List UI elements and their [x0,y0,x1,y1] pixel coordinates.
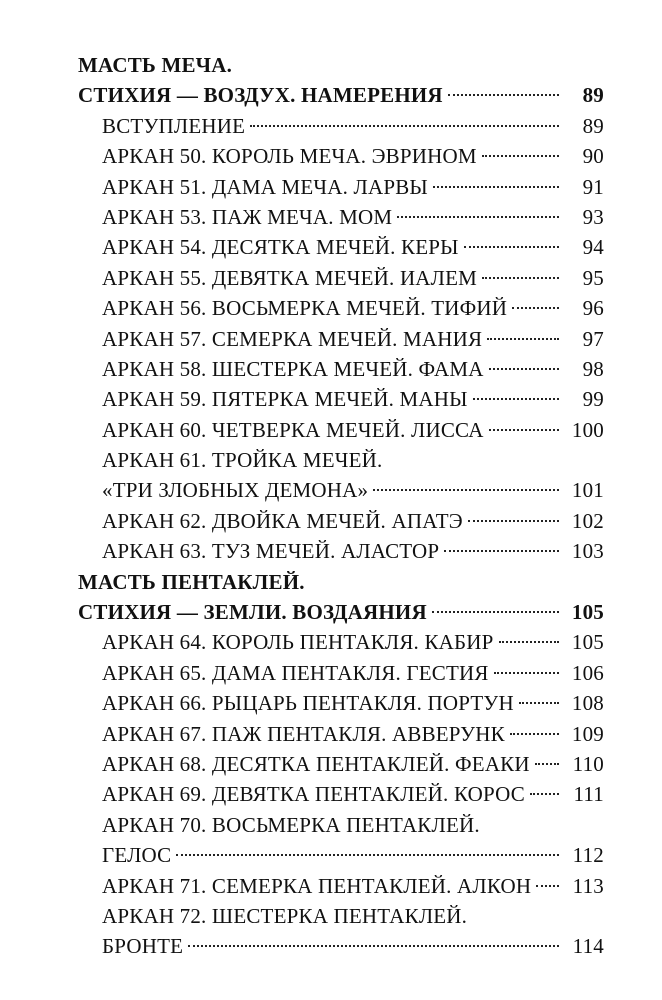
toc-entry-page-number: 95 [582,265,604,290]
dot-leader [494,672,559,674]
toc-entry-title: МАСТЬ ПЕНТАКЛЕЙ. [78,569,305,594]
toc-entry-page-number: 97 [582,326,604,351]
toc-entry [0,658,662,688]
dot-leader [535,763,559,765]
toc-entry [0,354,662,384]
dot-leader [250,125,559,127]
dot-leader [512,307,559,309]
toc-entry-title: АРКАН 67. ПАЖ ПЕНТАКЛЯ. АВВЕРУНК [102,721,505,746]
toc-entry-title: АРКАН 54. ДЕСЯТКА МЕЧЕЙ. КЕРЫ [102,235,459,260]
toc-entry-page-number: 108 [571,691,604,716]
toc-entry-title: АРКАН 57. СЕМЕРКА МЕЧЕЙ. МАНИЯ [102,326,483,351]
toc-entry-title: АРКАН 51. ДАМА МЕЧА. ЛАРВЫ [102,174,428,199]
toc-entry [0,202,662,232]
toc-entry [0,931,662,961]
dot-leader [487,338,559,340]
toc-section-heading [0,567,662,597]
toc-entry-title: АРКАН 56. ВОСЬМЕРКА МЕЧЕЙ. ТИФИЙ [102,296,508,321]
toc-entry [0,475,662,505]
toc-entry [0,445,662,475]
toc-entry-title: СТИХИЯ — ВОЗДУХ. НАМЕРЕНИЯ [78,83,443,108]
dot-leader [176,854,559,856]
toc-entry-page-number: 99 [582,387,604,412]
toc-entry-page-number: 90 [582,144,604,169]
toc-entry [0,840,662,870]
dot-leader [489,368,559,370]
dot-leader [499,641,559,643]
toc-entry-title: «ТРИ ЗЛОБНЫХ ДЕМОНА» [102,478,369,503]
toc-entry-page-number: 109 [571,721,604,746]
toc-entry [0,901,662,931]
dot-leader [432,611,559,613]
toc-entry-title: АРКАН 65. ДАМА ПЕНТАКЛЯ. ГЕСТИЯ [102,660,489,685]
toc-entry-page-number: 110 [572,751,604,776]
toc-entry-title: ГЕЛОС [102,843,172,868]
dot-leader [482,155,559,157]
toc-entry-title: ВСТУПЛЕНИЕ [102,113,246,138]
toc-entry-page-number: 112 [572,843,604,868]
dot-leader [444,550,559,552]
toc-entry-title: АРКАН 72. ШЕСТЕРКА ПЕНТАКЛЕЙ. [102,903,468,928]
toc-entry-page-number: 89 [582,113,604,138]
toc-entry-title: АРКАН 62. ДВОЙКА МЕЧЕЙ. АПАТЭ [102,508,463,533]
toc-entry-page-number: 100 [571,417,604,442]
toc-entry-title: АРКАН 66. РЫЦАРЬ ПЕНТАКЛЯ. ПОРТУН [102,691,514,716]
toc-section-heading [0,80,662,110]
dot-leader [510,733,559,735]
toc-section-heading [0,50,662,80]
toc-entry-title: АРКАН 61. ТРОЙКА МЕЧЕЙ. [102,448,383,473]
dot-leader [536,885,559,887]
toc-entry [0,688,662,718]
dot-leader [373,489,559,491]
dot-leader [519,702,559,704]
dot-leader [464,246,559,248]
toc-entry-title: АРКАН 60. ЧЕТВЕРКА МЕЧЕЙ. ЛИССА [102,417,484,442]
toc-entry [0,324,662,354]
toc-entry-page-number: 96 [582,296,604,321]
toc-entry-title: СТИХИЯ — ЗЕМЛИ. ВОЗДАЯНИЯ [78,600,427,625]
toc-entry-page-number: 98 [582,356,604,381]
toc-entry-page-number: 94 [582,235,604,260]
toc-entry [0,719,662,749]
toc-entry-page-number: 101 [571,478,604,503]
dot-leader [482,277,559,279]
toc-entry [0,779,662,809]
toc-entry-title: БРОНТЕ [102,934,184,959]
toc-entry-page-number: 105 [571,600,604,625]
toc-entry [0,627,662,657]
toc-entry [0,111,662,141]
toc-entry-page-number: 89 [582,83,604,108]
toc-entry [0,749,662,779]
toc-entry-title: АРКАН 59. ПЯТЕРКА МЕЧЕЙ. МАНЫ [102,387,468,412]
toc-entry [0,263,662,293]
toc-entry-title: АРКАН 58. ШЕСТЕРКА МЕЧЕЙ. ФАМА [102,356,484,381]
toc-entry-page-number: 93 [582,204,604,229]
toc-entry [0,810,662,840]
dot-leader [489,429,559,431]
toc-entry-title: АРКАН 55. ДЕВЯТКА МЕЧЕЙ. ИАЛЕМ [102,265,478,290]
toc-entry [0,384,662,414]
toc-entry-page-number: 91 [582,174,604,199]
toc-entry-page-number: 111 [573,782,604,807]
toc-entry-title: АРКАН 64. КОРОЛЬ ПЕНТАКЛЯ. КАБИР [102,630,494,655]
toc-entry-title: АРКАН 68. ДЕСЯТКА ПЕНТАКЛЕЙ. ФЕАКИ [102,751,530,776]
toc-entry-page-number: 103 [571,539,604,564]
dot-leader [188,945,559,947]
toc-entry [0,415,662,445]
dot-leader [433,186,559,188]
toc-entry-title: АРКАН 53. ПАЖ МЕЧА. МОМ [102,204,393,229]
dot-leader [468,520,559,522]
dot-leader [473,398,559,400]
toc-entry-title: АРКАН 69. ДЕВЯТКА ПЕНТАКЛЕЙ. КОРОС [102,782,525,807]
toc-entry-page-number: 106 [571,660,604,685]
dot-leader [448,94,559,96]
table-of-contents [0,50,662,962]
toc-entry-title: МАСТЬ МЕЧА. [78,53,233,77]
toc-entry [0,506,662,536]
toc-entry [0,141,662,171]
toc-entry-page-number: 114 [572,934,604,959]
toc-entry [0,871,662,901]
toc-section-heading [0,597,662,627]
dot-leader [530,793,559,795]
toc-entry-page-number: 113 [572,873,604,898]
dot-leader [397,216,559,218]
toc-entry-title: АРКАН 63. ТУЗ МЕЧЕЙ. АЛАСТОР [102,539,440,564]
toc-entry-title: АРКАН 70. ВОСЬМЕРКА ПЕНТАКЛЕЙ. [102,812,480,837]
toc-entry-page-number: 102 [571,508,604,533]
toc-entry [0,232,662,262]
toc-entry-title: АРКАН 50. КОРОЛЬ МЕЧА. ЭВРИНОМ [102,144,477,169]
toc-entry [0,536,662,566]
toc-entry [0,172,662,202]
toc-entry-title: АРКАН 71. СЕМЕРКА ПЕНТАКЛЕЙ. АЛКОН [102,873,532,898]
toc-entry [0,293,662,323]
toc-entry-page-number: 105 [571,630,604,655]
